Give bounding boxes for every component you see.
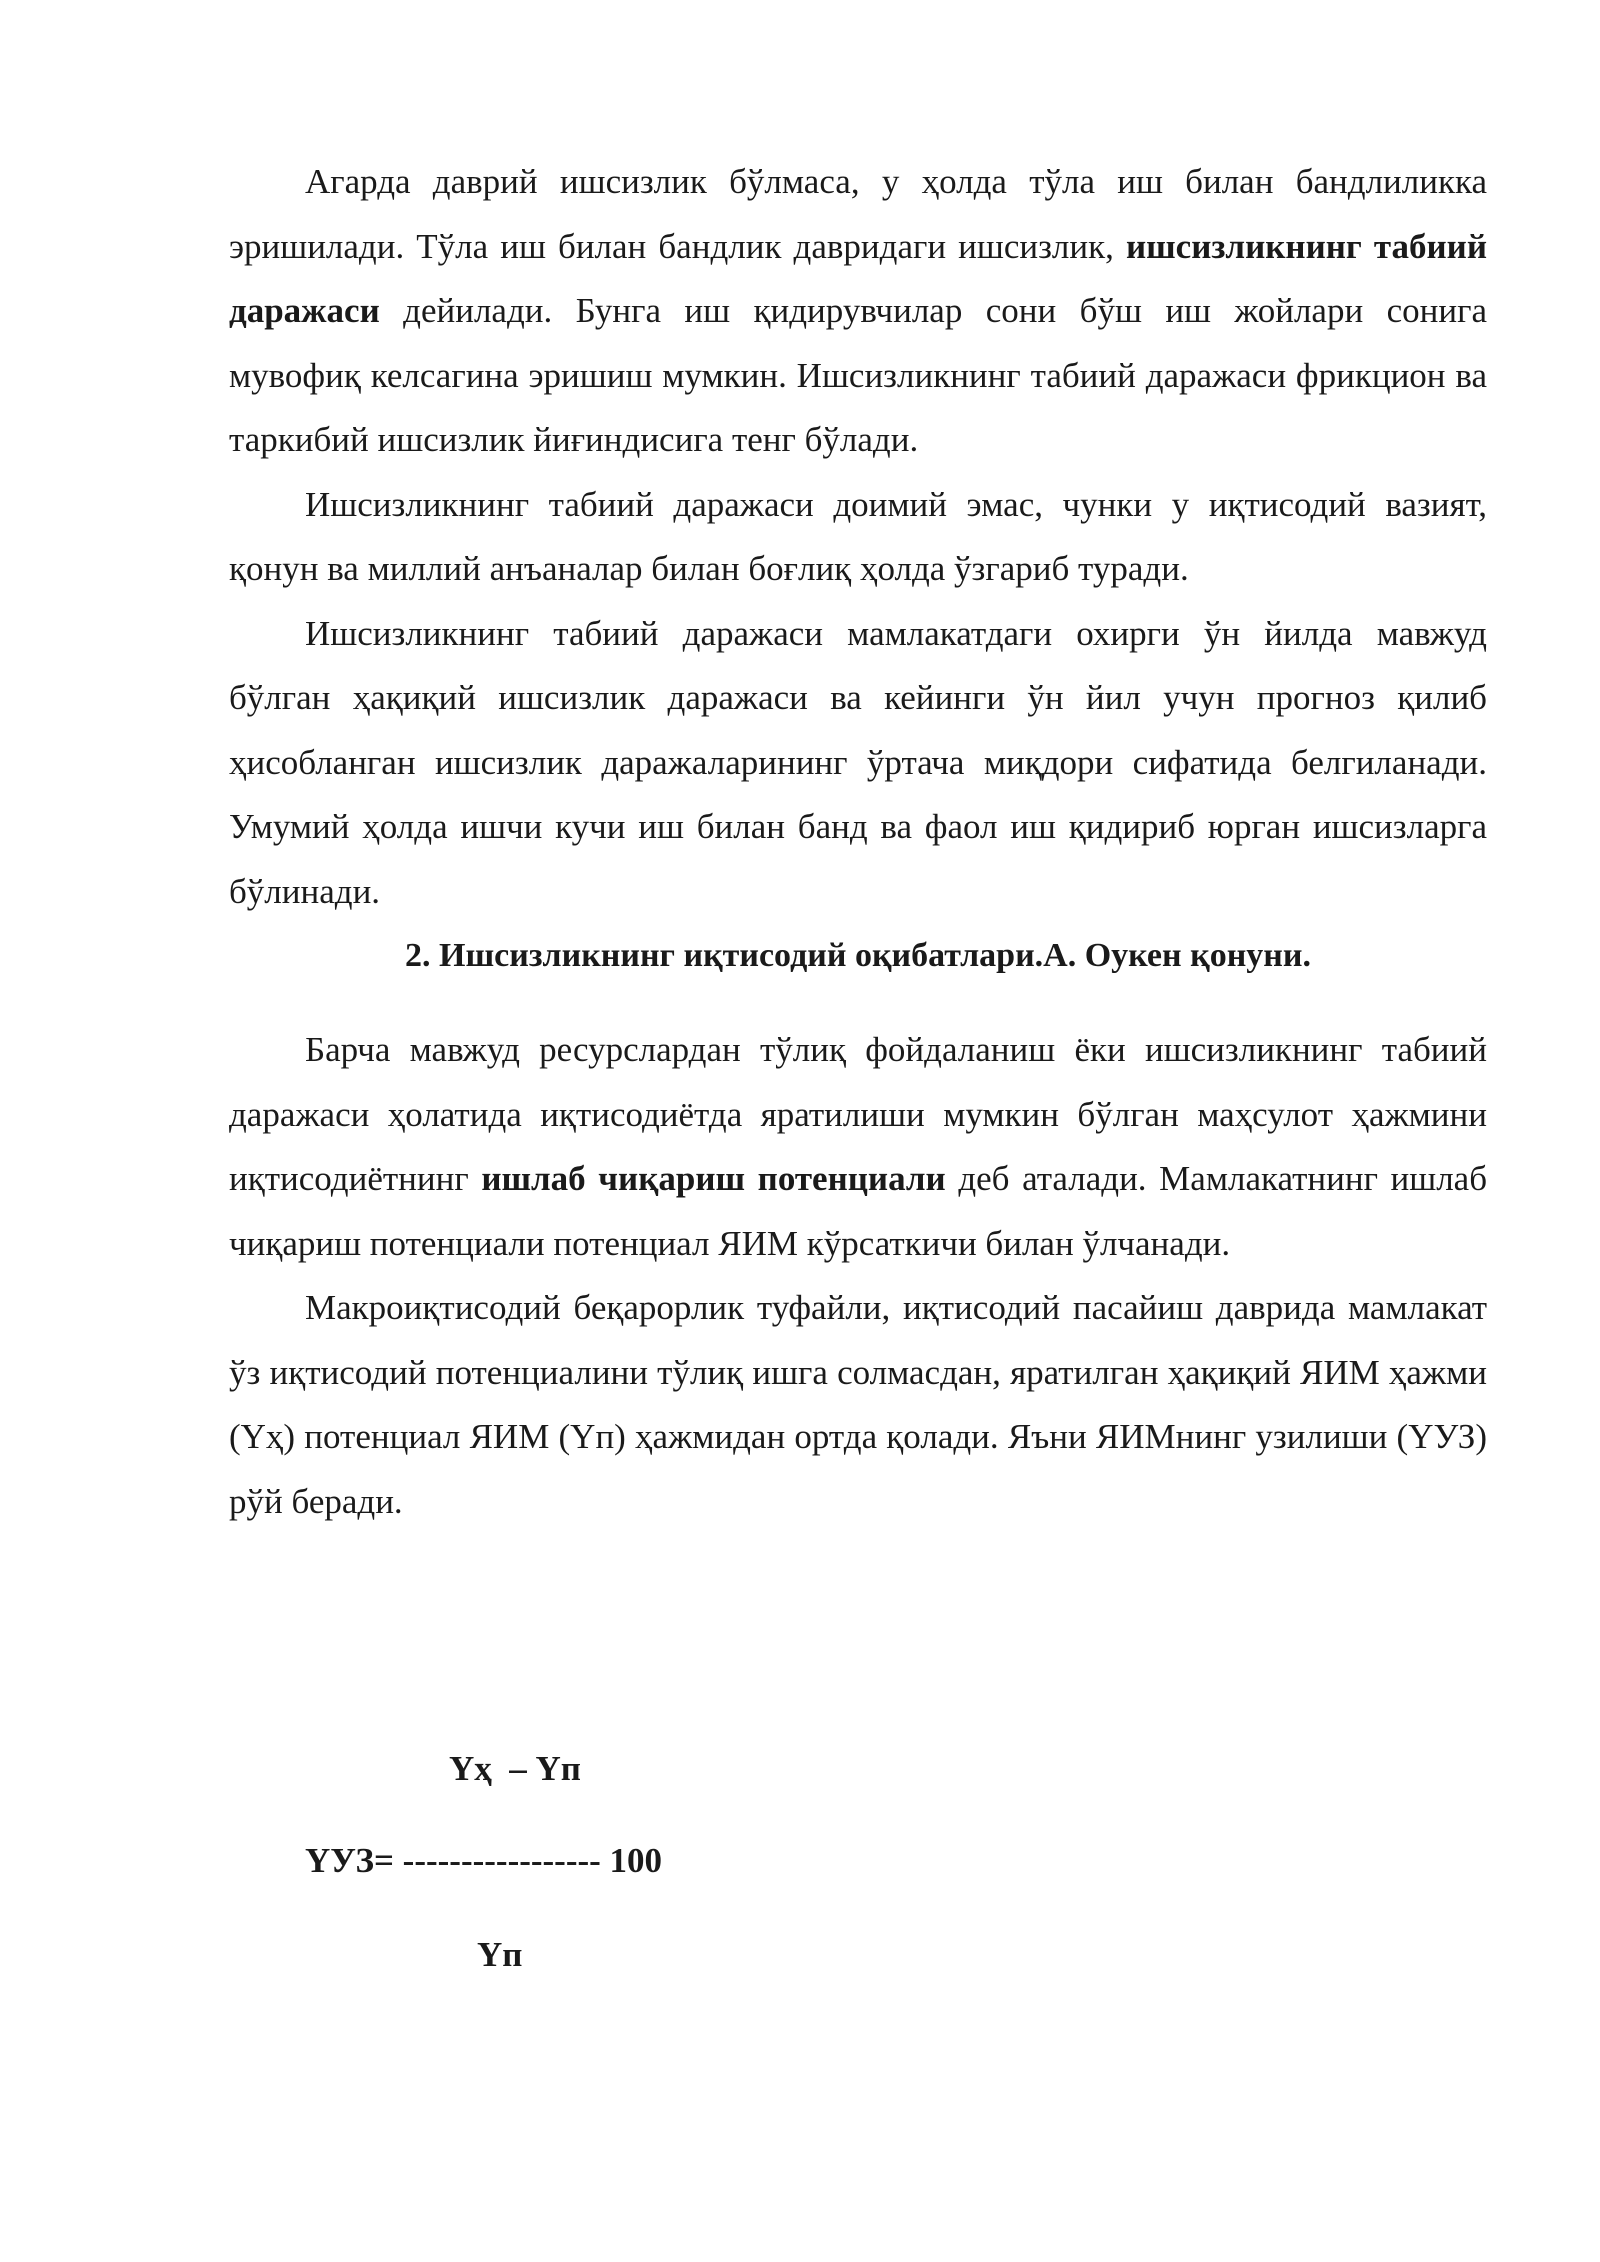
formula-numerator: Yҳ – Yп bbox=[449, 1749, 581, 1788]
formula-denominator: Yп bbox=[477, 1935, 523, 1974]
bold-term-natural-rate: ишсизликнинг табиий даражаси bbox=[229, 226, 1487, 330]
paragraph-gdp-gap: Макроиқтисодий беқарорлик туфайли, иқтисодий пасайиш даврида мамлакат ўз иқтисодий потенциалини тўлиқ ишга солмасдан, яратилган ҳақиқий ЯИМ ҳажми (Yҳ) потенциал ЯИМ (Yп) ҳажмидан ортда қолади. Яъни ЯИМнинг узилиши (YУЗ) рўй беради. bbox=[229, 1288, 1487, 1521]
document-body bbox=[229, 150, 1487, 1534]
formula-main-line: YУЗ= ----------------- 100 bbox=[305, 1841, 663, 1880]
paragraph-natural-unemployment bbox=[229, 150, 1487, 473]
section-heading: 2. Ишсизликнинг иқтисодий оқибатлари.А. Оукен қонуни. bbox=[405, 937, 1311, 974]
paragraph-text: деб аталади. Мамлакатнинг ишлаб чиқариш потенциали потенциал ЯИМ кўрсаткичи билан ўлчанади. bbox=[229, 1159, 1488, 1263]
paragraph-text: дейилади. Бунга иш қидирувчилар сони бўш иш жойлари сонига мувофиқ келсагина эришиш мумкин. Ишсизликнинг табиий даражаси фрикцион ва таркибий ишсизлик йиғиндисига тенг бўлади. bbox=[229, 291, 1487, 459]
paragraph-determination: Ишсизликнинг табиий даражаси мамлакатдаги охирги ўн йилда мавжуд бўлган ҳақиқий ишсизлик даражаси ва кейинги ўн йил учун прогноз қилиб ҳисобланган ишсизлик даражаларининг ўртача миқдори сифатида белгиланади. Умумий ҳолда ишчи кучи иш билан банд ва фаол иш қидириб юрган ишсизларга бўлинади. bbox=[229, 613, 1487, 911]
paragraph-text: Барча мавжуд ресурслардан тўлиқ фойдаланиш ёки ишсизликнинг табиий даражаси ҳолатида иқтисодиётда яратилиши мумкин бўлган маҳсулот ҳажмини иқтисодиётнинг bbox=[229, 1030, 1487, 1198]
bold-term-production-potential: ишлаб чиқариш потенциали bbox=[481, 1159, 946, 1198]
paragraph-not-constant: Ишсизликнинг табиий даражаси доимий эмас, чунки у иқтисодий вазият, қонун ва миллий анъаналар билан боғлиқ ҳолда ўзгариб туради. bbox=[229, 484, 1487, 588]
paragraph-production-potential bbox=[229, 1018, 1487, 1276]
paragraph-text: Агарда даврий ишсизлик бўлмаса, у ҳолда тўла иш билан бандлиликка эришилади. Тўла иш билан бандлик давридаги ишсизлик, bbox=[229, 162, 1487, 266]
